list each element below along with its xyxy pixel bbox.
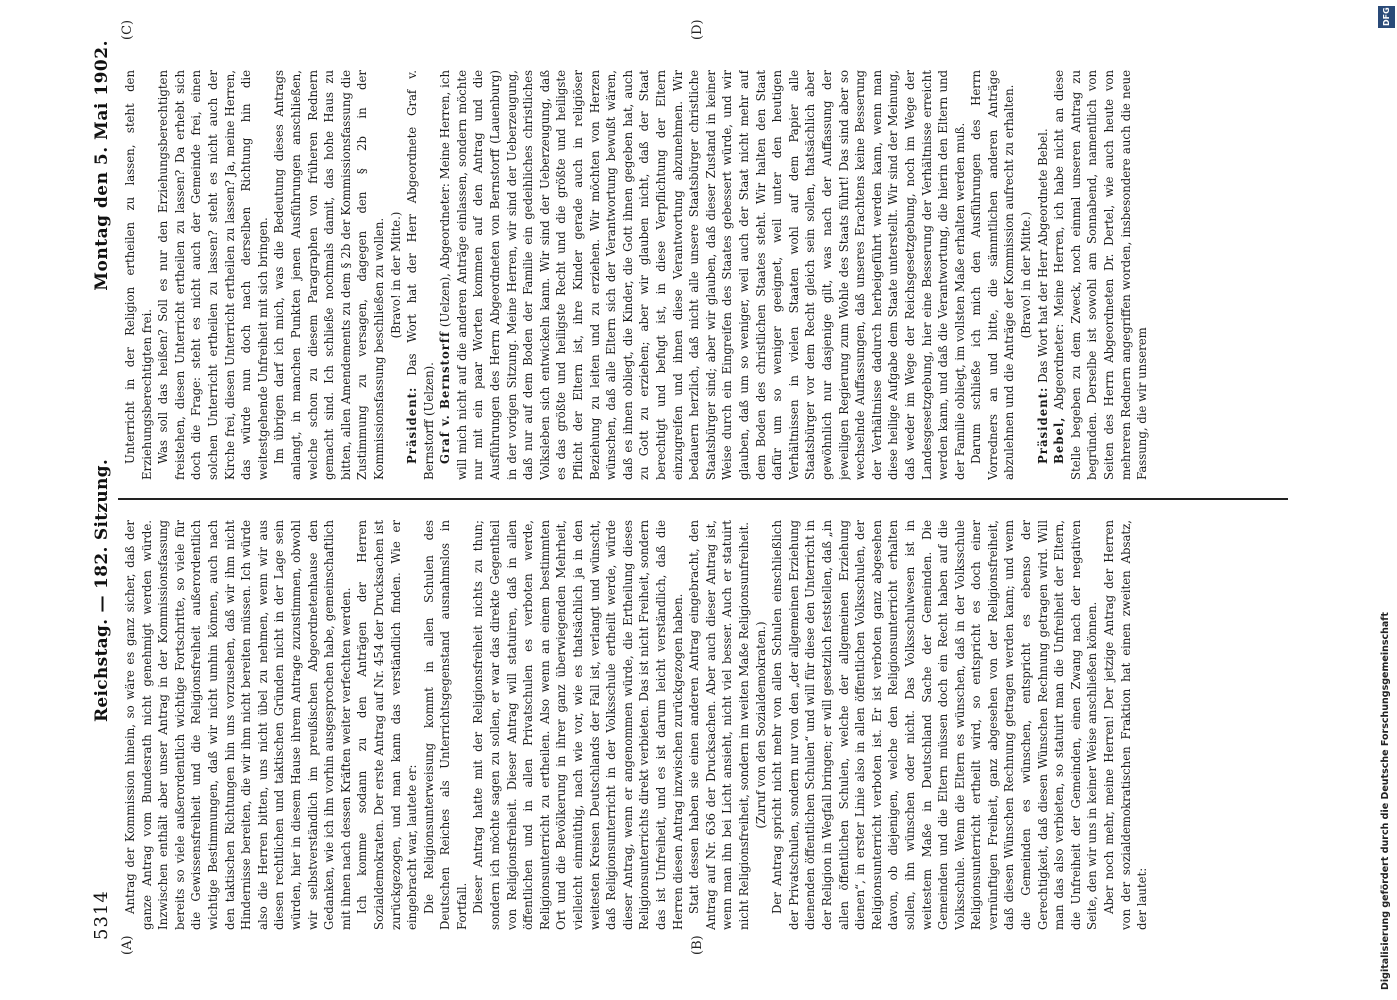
speaker-name: Präsident: [405,386,420,464]
page-date: Montag den 5. Mai 1902. [92,40,112,291]
speaker-name: Präsident: [1035,386,1050,464]
page-number: 5314 [91,890,112,940]
credit-text: Digitalisierung gefördert durch die Deutsche Forschungsgemeinschaft [1380,612,1391,990]
paragraph: Unterricht in der Religion ertheilen zu lassen, steht den Erziehungsberechtigten frei. [123,70,154,480]
paragraph: Statt dessen haben sie einen anderen Antrag eingebracht, den Antrag auf Nr. 636 der Drucksachen. Aber auch dieser Antrag ist, wenn man ihn bei Licht ansieht, nicht viel besser. Auch er statuirt nicht Religionsfreiheit, sondern im weiten Maße Religionsunfreiheit. [687,520,751,930]
paragraph [1051,70,1151,480]
paragraph: Aber noch mehr, meine Herren! Der jetzige Antrag der Herren von der sozialdemokratischen Fraktion hat einen zweiten Absatz, der lautet: [1102,520,1150,930]
paragraph: Die Religionsunterweisung kommt in allen Schulen des Deutschen Reiches als Unterrichtsgegenstand ausnahmslos in Fortfall. [421,520,469,930]
stage-direction: (Zuruf von den Sozialdemokraten.) [753,621,768,829]
speaker-name: Graf v. Bernstorff [438,331,453,464]
dfg-logo: DFG [1378,6,1395,28]
margin-marker-a: (A) [120,935,135,955]
speech-text: (Uelzen), Abgeordneter: Meine Herren, ich will mich nicht auf die anderen Anträge einlassen, sondern möchte nur mit ein paar Worten kommen auf den Antrag und die Ausführungen des Herrn Abgeordneten von Bernstorff (Lauenburg) in der vorigen Sitzung. Meine Herren, wir sind der Ueberzeugung, daß nur auf dem Boden der Familie ein gedeihliches christliches Volksleben sich entwickeln kann. Wir sind der Ueberzeugung, daß es das größte und heiligste Recht und die größte und heiligste Pflicht der Eltern ist, ihre Kinder gerade auch in religiöser Beziehung zu leiten und zu erziehen. Wir möchten von Herzen wünschen, daß alle Eltern sich der Verantwortung bewußt wären, daß es ihnen obliegt, die Kinder, die Gott ihnen gegeben hat, auch zu Gott zu erziehen; aber wir glauben nicht, daß der Staat berechtigt und befugt ist, in diese Verpflichtung der Eltern einzugreifen und ihnen diese Verantwortung abzunehmen. Wir bedauern herzlich, daß nicht alle unsere Staatsbürger christliche Staatsbürger sind; aber wir glauben, daß dieser Zustand in keiner Weise durch ein Eingreifen des Staates gebessert würde, und wir glauben, daß um so weniger, weil auch der Staat nicht mehr auf dem Boden des christlichen Staates steht. Wir halten den Staat dafür um so weniger geeignet, weil unter den heutigen Verhältnissen in vielen Staaten wohl auf dem Papier alle Staatsbürger vor dem Recht gleich sein sollen, thatsächlich aber gewöhnlich nur dasjenige gilt, was nach der Auffassung der jeweiligen Regierung zum Wohle des Staats führt! Das sind aber so wechselnde Auffassungen, daß unseres Erachtens keine Besserung der Verhältnisse dadurch herbeigeführt werden kann, wenn man diese heilige Aufgabe dem Staate unterstellt. Wir sind der Meinung, daß weder im Wege der Reichsgesetzgebung, noch im Wege der Landesgesetzgebung, hier eine Besserung der Verhältnisse erreicht werden kann, und daß die Verantwortung, die hierin den Eltern und der Familie obliegt, im vollsten Maße erhalten werden muß. [438,70,967,480]
margin-marker-b: (B) [690,935,705,955]
right-column [122,70,1282,480]
paragraph: Darum schließe ich mich den Ausführungen des Herrn Vorredners an und bitte, die sämmtlichen anderen Anträge abzulehnen und die Anträge der Kommission aufrecht zu erhalten. [969,70,1017,480]
speaker-name: Bebel, [1052,416,1067,464]
stage-direction: (Bravo! in der Mitte.) [1019,211,1034,339]
paragraph: Im übrigen darf ich mich, was die Bedeutung dieses Antrags anlangt, in manchen Punkten jenen Ausführungen anschließen, welche schon zu diesem Paragraphen von früheren Rednern gemacht sind. Ich schließe nochmals damit, das hohe Haus zu bitten, allen Amendements zu dem § 2b der Kommissionsfassung die Zustimmung zu versagen, dagegen den § 2b in der Kommissionsfassung beschließen zu wollen. [272,70,386,480]
paragraph: Ich komme sodann zu den Anträgen der Herren Sozialdemokraten. Der erste Antrag auf Nr. 454 der Drucksachen ist zurückgezogen, und man kann das verständlich finden. Wie er eingebracht war, lautete er: [355,520,420,930]
speech-text: Abgeordneter: Meine Herren, ich habe nicht an diese Stelle begeben zu dem Zweck, noch einmal unseren Antrag zu begründen. Derselbe ist sowohl am Sonnabend, namentlich von Seiten des Herrn Abgeordneten Dr. Dertel, wie auch heute von mehreren Rednern angegriffen worden, insbesondere auch die neue Fassung, die wir unserem [1052,70,1150,480]
margin-marker-d: (D) [690,19,705,40]
speech-text: Das Wort hat der Herr Abgeordnete Graf v. Bernstorff (Uelzen). [405,70,436,480]
paragraph [404,70,437,480]
left-column [122,520,1282,930]
paragraph [1035,70,1052,480]
margin-marker-c: (C) [120,19,135,40]
digitization-credit [1377,0,1397,1000]
paragraph [437,70,968,480]
paragraph: Dieser Antrag hatte mit der Religionsfreiheit nichts zu thun; sondern ich möchte sagen zu sollen, er war das direkte Gegentheil von Religionsfreiheit. Dieser Antrag will statuiren, daß in allen öffentlichen und in allen Privatschulen es verboten werde, Religionsunterricht zu ertheilen. Also wenn an einem bestimmten Ort und die Bevölkerung in ihrer ganz überwiegenden Mehrheit, vielleicht einmüthig, nach wie vor, wie es thatsächlich ja in den weitesten Kreisen Deutschlands der Fall ist, verlangt und wünscht, daß Religionsunterricht in der Volksschule ertheilt werde, würde dieser Antrag, wenn er angenommen würde, die Ertheilung dieses Religionsunterrichts direkt verbieten. Das ist nicht Freiheit, sondern das ist Unfreiheit, und es ist darum leicht verständlich, daß die Herren diesen Antrag inzwischen zurückgezogen haben. [471,520,685,930]
page-header [78,40,112,940]
paragraph: Was soll das heißen? Soll es nur den Erziehungsberechtigten freistehen, diesen Unterricht ertheilen zu lassen? Da erhebt sich doch die Frage: steht es nicht auch der Gemeinde frei, einen solchen Unterricht ertheilen zu lassen? steht es nicht auch der Kirche frei, diesen Unterricht ertheilen zu lassen? Ja, meine Herren, das würde nun doch nach derselben Richtung hin die weitestgehende Unfreiheit mit sich bringen. [156,70,270,480]
page-title: Reichstag. — 182. Sitzung. [92,458,112,723]
stage-direction: (Bravo! in der Mitte.) [388,211,403,339]
paragraph: Der Antrag spricht nicht mehr von allen Schulen einschließlich der Privatschulen, sondern nur von den „der allgemeinen Erziehung dienenden öffentlichen Schulen“ und will für diese den Unterricht in der Religion in Wegfall bringen; er will gesetzlich feststellen, daß „in allen öffentlichen Schulen, welche der allgemeinen Erziehung dienen“, in erster Linie also in allen öffentlichen Volksschulen, der Religionsunterricht verboten ist. Er ist verboten ganz abgesehen davon, ob diejenigen, welche den Religionsunterricht erhalten sollen, ihn wünschen oder nicht. Das Volksschulwesen ist in weitestem Maße in Deutschland Sache der Gemeinden. Die Gemeinden und die Eltern müssen doch ein Recht haben auf die Volksschule. Wenn die Eltern es wünschen, daß in der Volksschule Religionsunterricht ertheilt wird, so entspricht es doch einer vernünftigen Freiheit, ganz abgesehen von der Religionsfreiheit, daß diesen Wünschen Rechnung getragen werden kann; und wenn die Gemeinden es wünschen, entspricht es ebenso der Gerechtigkeit, daß diesen Wünschen Rechnung getragen wird. Will man das also verbieten, so statuirt man die Unfreiheit der Eltern, die Unfreiheit der Gemeinden, einen Zwang nach der negativen Seite, den wir uns in keiner Weise anschließen können. [770,520,1100,930]
speech-text: Das Wort hat der Herr Abgeordnete Bebel. [1035,128,1050,383]
column-divider [118,499,1288,501]
paragraph: Antrag der Kommission hinein, so wäre es ganz sicher, daß der ganze Antrag vom Bundesrath nicht genehmigt werden würde. Inzwischen enthält aber unser Antrag in der Kommissionsfassung bereits so viele außerordentlich wichtige Fortschritte, so viele für die Gewissensfreiheit und die Religionsfreiheit außerordentlich wichtige Bestimmungen, daß wir nicht umhin können, auch nach den taktischen Richtungen hin uns vorzusehen, daß wir ihm nicht Hindernisse bereiten, die wir ihm nicht bereiten müssen. Ich würde also die Herren bitten, uns nicht übel zu nehmen, wenn wir aus diesen rechtlichen und taktischen Gründen nicht in der Lage sein würden, hier in diesem Hause ihrem Antrage zuzustimmen, obwohl wir selbstverständlich im preußischen Abgeordnetenhause den Gedanken, wie ich ihn vorhin ausgesprochen habe, gemeinschaftlich mit ihnen nach dessen Kräften weiter verfechten werden. [123,520,353,930]
